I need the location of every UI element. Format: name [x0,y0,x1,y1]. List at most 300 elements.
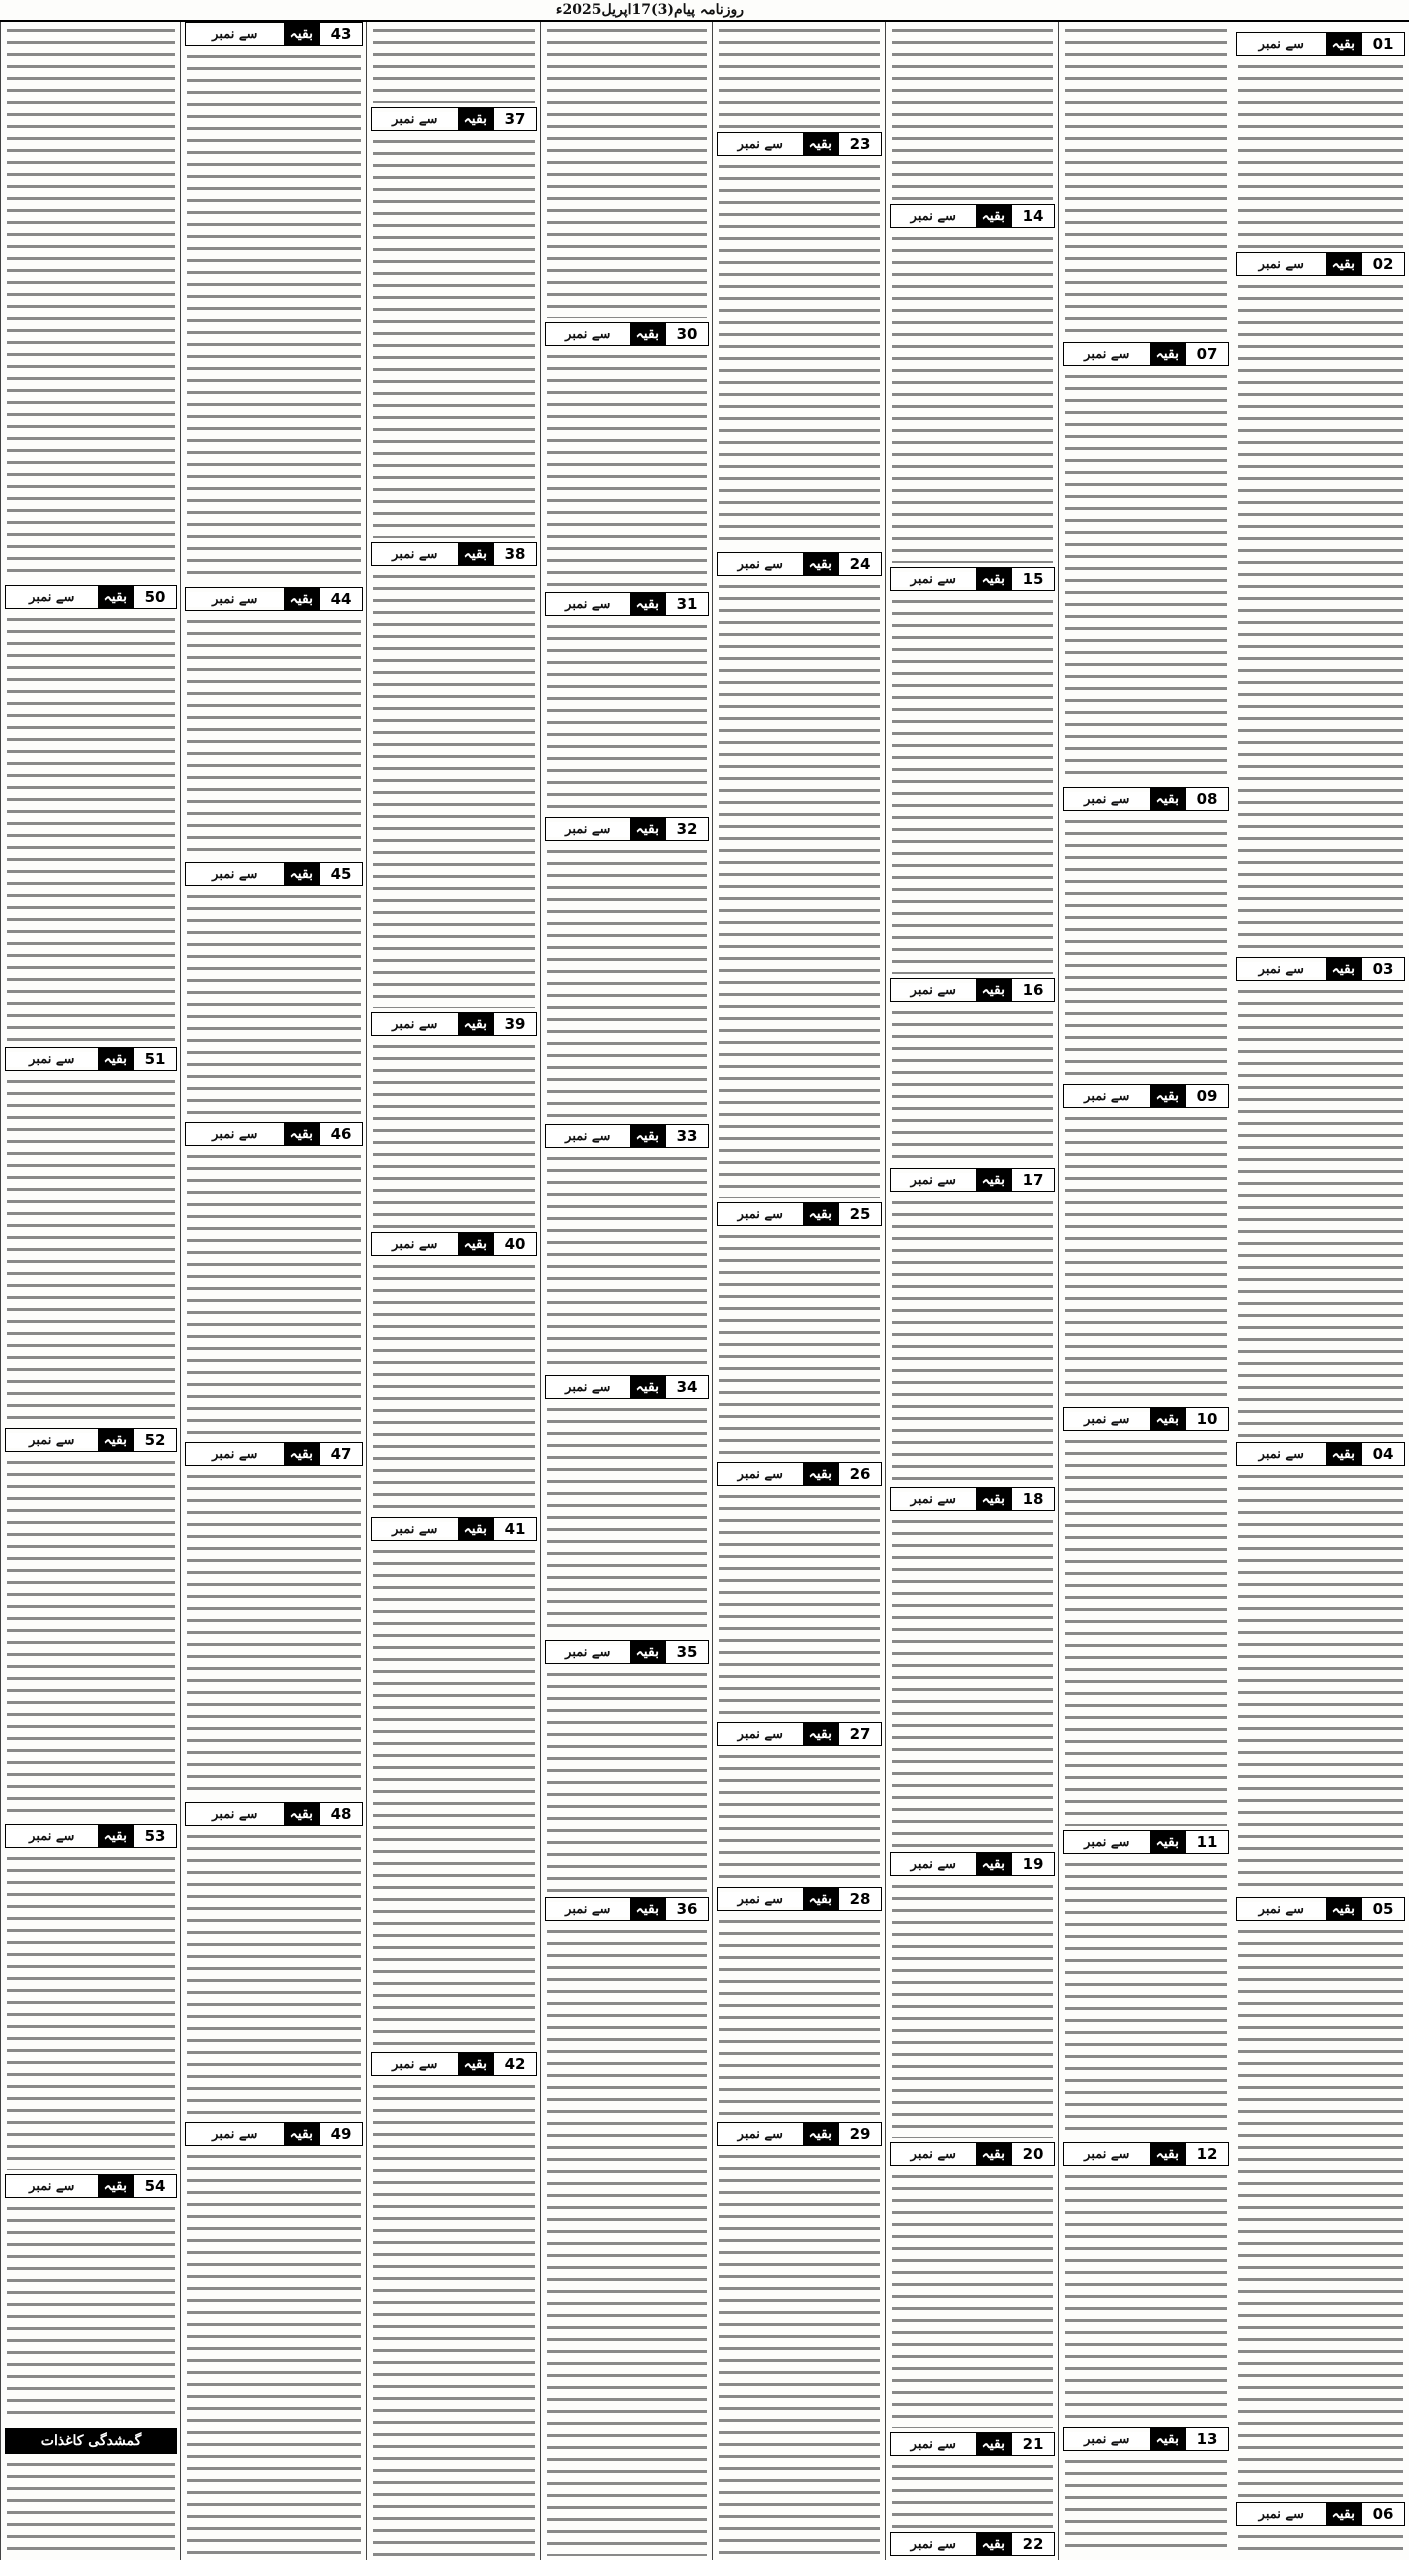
news-column [540,22,713,2560]
baqia-label: بقیہ [284,1123,319,1145]
continuation-tag [890,1487,1055,1511]
sub-label: سے نمبر [1064,1412,1150,1427]
sub-label: سے نمبر [546,822,630,837]
text-lines [187,615,361,858]
continuation-block [181,22,367,587]
text-lines [187,1470,361,1798]
continuation-number: 13 [1185,2428,1228,2450]
continuation-number: 48 [319,1803,362,1825]
baqia-label: بقیہ [98,1429,133,1451]
continuation-block [541,1124,713,1375]
baqia-label: بقیہ [1326,33,1361,55]
continuation-label [372,543,493,565]
continuation-tag [717,1202,882,1226]
continuation-number: 54 [133,2175,176,2197]
article-text [886,22,1059,204]
continuation-label [891,979,1011,1001]
continuation-tag [5,1824,177,1848]
continuation-label [546,1641,665,1663]
sub-label: سے نمبر [718,1727,803,1742]
baqia-label: بقیہ [458,1233,493,1255]
continuation-block [1232,1442,1409,1897]
continuation-block [1,585,181,1047]
text-lines [1238,1925,1403,2498]
baqia-label: بقیہ [1326,958,1361,980]
sub-label: سے نمبر [186,1807,284,1822]
continuation-tag [890,2432,1055,2456]
continuation-block [713,1722,886,1887]
continuation-tag [185,862,363,886]
continuation-number: 41 [493,1518,536,1540]
sub-label: سے نمبر [1064,1835,1150,1850]
continuation-label [891,2143,1011,2165]
sub-label: سے نمبر [891,2147,976,2162]
baqia-label: بقیہ [976,205,1011,227]
text-lines [187,1830,361,2118]
article-text [1059,22,1233,342]
continuation-label [6,1429,133,1451]
continuation-block [367,1232,541,1517]
baqia-label: بقیہ [976,1488,1011,1510]
text-lines [719,1490,880,1718]
continuation-number: 39 [493,1013,536,1035]
continuation-tag [1236,32,1405,56]
baqia-label: بقیہ [98,586,133,608]
baqia-label: بقیہ [976,568,1011,590]
baqia-label: بقیہ [976,2143,1011,2165]
newspaper-header [0,0,1409,22]
sub-label: سے نمبر [891,1857,976,1872]
continuation-label [186,2123,319,2145]
text-lines [1238,985,1403,1438]
continuation-tag [1063,342,1229,366]
continuation-block [886,978,1059,1168]
text-lines [892,1006,1053,1164]
continuation-block [1232,2502,1409,2560]
news-column [885,22,1059,2560]
news-column [712,22,886,2560]
continuation-tag [185,1122,363,1146]
continuation-number: 24 [838,553,881,575]
sub-label: سے نمبر [372,2057,458,2072]
continuation-block [541,592,713,817]
continuation-label [186,863,319,885]
baqia-label: بقیہ [1150,1831,1185,1853]
continuation-block [541,817,713,1124]
text-lines [1065,1435,1227,1826]
baqia-label: بقیہ [1150,788,1185,810]
continuation-tag [1063,787,1229,811]
continuation-tag [717,1462,882,1486]
continuation-block [1232,957,1409,1442]
sub-label: سے نمبر [186,2127,284,2142]
text-lines [7,24,175,581]
continuation-block [541,1640,713,1897]
continuation-tag [545,1375,709,1399]
continuation-label [1237,2503,1361,2525]
text-lines [892,2460,1053,2528]
continuation-number: 32 [665,818,708,840]
continuation-number: 28 [838,1888,881,1910]
sub-label: سے نمبر [546,1902,630,1917]
continuation-label [718,1203,838,1225]
sub-label: سے نمبر [718,2127,803,2142]
sub-label: سے نمبر [546,1129,630,1144]
continuation-tag [890,2532,1055,2556]
text-lines [1065,2170,1227,2423]
continuation-tag [371,2052,537,2076]
baqia-label: بقیہ [976,979,1011,1001]
continuation-tag [717,2122,882,2146]
continuation-number: 52 [133,1429,176,1451]
continuation-tag [717,132,882,156]
continuation-label [891,1488,1011,1510]
sub-label: سے نمبر [1237,1447,1326,1462]
continuation-tag [545,592,709,616]
continuation-block [1059,2142,1233,2427]
continuation-block [367,2052,541,2560]
text-lines [1065,24,1227,338]
continuation-number: 31 [665,593,708,615]
baqia-label: بقیہ [803,1723,838,1745]
continuation-block [181,1802,367,2122]
text-lines [1065,370,1227,783]
baqia-label: بقیہ [284,863,319,885]
continuation-number: 14 [1011,205,1054,227]
continuation-number: 34 [665,1376,708,1398]
sub-label: سے نمبر [1237,962,1326,977]
sub-label: سے نمبر [6,1829,98,1844]
baqia-label: بقیہ [803,1203,838,1225]
baqia-label: بقیہ [1150,2143,1185,2165]
continuation-block [1232,32,1409,252]
text-lines [373,1260,535,1513]
text-lines [373,570,535,1008]
continuation-number: 07 [1185,343,1228,365]
baqia-label: بقیہ [98,1825,133,1847]
baqia-label: بقیہ [630,1898,665,1920]
text-lines [1065,1112,1227,1403]
continuation-label [718,1723,838,1745]
sub-label: سے نمبر [1064,2432,1150,2447]
continuation-label [6,2175,133,2197]
baqia-label: بقیہ [803,2123,838,2145]
text-lines [719,24,880,128]
continuation-label [891,2533,1011,2555]
continuation-number: 30 [665,323,708,345]
continuation-tag [5,1047,177,1071]
continuation-block [713,132,886,552]
continuation-label [372,108,493,130]
sub-label: سے نمبر [372,112,458,127]
continuation-number: 40 [493,1233,536,1255]
continuation-block [1059,1084,1233,1407]
continuation-number: 17 [1011,1169,1054,1191]
continuation-number: 51 [133,1048,176,1070]
sub-label: سے نمبر [891,1492,976,1507]
sub-label: سے نمبر [1064,1089,1150,1104]
baqia-label: بقیہ [1326,1443,1361,1465]
continuation-block [886,1852,1059,2142]
continuation-label [718,1463,838,1485]
sub-label: سے نمبر [186,1447,284,1462]
baqia-label: بقیہ [458,108,493,130]
continuation-block [1,1824,181,2174]
text-lines [1065,1858,1227,2138]
continuation-label [1064,2428,1185,2450]
continuation-label [891,1169,1011,1191]
sub-label: سے نمبر [372,1522,458,1537]
text-lines [719,2150,880,2556]
baqia-label: بقیہ [976,1169,1011,1191]
text-lines [892,1515,1053,1848]
baqia-label: بقیہ [630,323,665,345]
continuation-label [891,2433,1011,2455]
sub-label: سے نمبر [372,1237,458,1252]
continuation-tag [890,978,1055,1002]
continuation-number: 36 [665,1898,708,1920]
continuation-number: 53 [133,1825,176,1847]
sub-label: سے نمبر [6,1433,98,1448]
continuation-tag [545,817,709,841]
text-lines [892,2170,1053,2428]
sub-label: سے نمبر [1064,347,1150,362]
text-lines [187,50,361,583]
continuation-label [6,1825,133,1847]
text-lines [719,1230,880,1458]
continuation-label [1237,1898,1361,1920]
baqia-label: بقیہ [1150,343,1185,365]
text-lines [1238,60,1403,248]
continuation-label [1064,1831,1185,1853]
continuation-block [886,2532,1059,2560]
text-lines [7,1852,175,2170]
continuation-tag [890,1852,1055,1876]
text-lines [373,1040,535,1228]
sub-label: سے نمبر [891,983,976,998]
continuation-tag [890,204,1055,228]
continuation-label [718,133,838,155]
text-lines [547,1403,707,1636]
baqia-label: بقیہ [1150,2428,1185,2450]
continuation-label [718,1888,838,1910]
page-title: روزنامہ پیام(3)17اپریل2025ء [555,2,745,18]
article-text [713,22,886,132]
continuation-block [886,567,1059,978]
sub-label: سے نمبر [891,572,976,587]
continuation-tag [1063,1830,1229,1854]
continuation-label [1237,958,1361,980]
sub-label: سے نمبر [1237,1902,1326,1917]
sub-label: سے نمبر [718,1207,803,1222]
text-lines [547,1668,707,1893]
baqia-label: بقیہ [1150,1085,1185,1107]
continuation-block [181,1122,367,1442]
continuation-tag [890,567,1055,591]
baqia-label: بقیہ [803,1888,838,1910]
news-column [1232,22,1409,2560]
continuation-label [1064,343,1185,365]
continuation-label [718,553,838,575]
continuation-number: 02 [1361,253,1404,275]
text-lines [1065,2455,1227,2556]
text-lines [719,1750,880,1883]
continuation-number: 25 [838,1203,881,1225]
continuation-label [186,1803,319,1825]
continuation-number: 06 [1361,2503,1404,2525]
baqia-label: بقیہ [630,1376,665,1398]
continuation-tag [1063,2427,1229,2451]
continuation-block [367,107,541,542]
baqia-label: بقیہ [284,588,319,610]
continuation-number: 10 [1185,1408,1228,1430]
continuation-tag [1063,1084,1229,1108]
continuation-number: 33 [665,1125,708,1147]
baqia-label: بقیہ [284,1803,319,1825]
continuation-block [181,2122,367,2560]
continuation-tag [185,587,363,611]
continuation-number: 18 [1011,1488,1054,1510]
continuation-number: 42 [493,2053,536,2075]
continuation-block [541,1375,713,1640]
continuation-label [1064,2143,1185,2165]
continuation-label [186,1443,319,1465]
continuation-tag [185,1442,363,1466]
continuation-number: 03 [1361,958,1404,980]
continuation-page [0,22,1409,2560]
continuation-number: 44 [319,588,362,610]
continuation-tag [1236,957,1405,981]
text-lines [547,1152,707,1371]
continuation-tag [1063,1407,1229,1431]
text-lines [1238,1470,1403,1893]
continuation-block [713,552,886,1202]
sub-label: سے نمبر [546,1380,630,1395]
continuation-block [1,1428,181,1824]
continuation-block [886,2142,1059,2432]
text-lines [547,350,707,588]
lost-documents-heading: گمشدگی کاغذات [5,2428,177,2454]
continuation-number: 45 [319,863,362,885]
continuation-number: 16 [1011,979,1054,1001]
continuation-block [713,1887,886,2122]
text-lines [7,2458,175,2556]
continuation-label [1064,1408,1185,1430]
text-lines [1238,2530,1403,2556]
baqia-label: بقیہ [630,818,665,840]
continuation-block [367,1012,541,1232]
baqia-label: بقیہ [630,1641,665,1663]
news-column [366,22,541,2560]
continuation-tag [717,1887,882,1911]
continuation-block [886,204,1059,567]
continuation-label [546,593,665,615]
continuation-number: 23 [838,133,881,155]
continuation-label [891,205,1011,227]
text-lines [892,595,1053,974]
continuation-number: 01 [1361,33,1404,55]
baqia-label: بقیہ [98,1048,133,1070]
sub-label: سے نمبر [1237,37,1326,52]
continuation-number: 38 [493,543,536,565]
text-lines [719,580,880,1198]
continuation-label [1064,788,1185,810]
continuation-tag [371,107,537,131]
text-lines [187,1150,361,1438]
continuation-block [713,1462,886,1722]
baqia-label: بقیہ [458,1518,493,1540]
sub-label: سے نمبر [546,597,630,612]
continuation-label [1237,253,1361,275]
continuation-number: 05 [1361,1898,1404,1920]
continuation-tag [371,1012,537,1036]
sub-label: سے نمبر [718,1467,803,1482]
text-lines [719,160,880,548]
continuation-tag [545,1640,709,1664]
text-lines [7,1456,175,1820]
sub-label: سے نمبر [1237,2507,1326,2522]
baqia-label: بقیہ [630,593,665,615]
continuation-block [886,2432,1059,2532]
text-lines [187,2150,361,2556]
continuation-label [546,1898,665,1920]
continuation-block [367,542,541,1012]
continuation-block [181,862,367,1122]
continuation-label [1064,1085,1185,1107]
sub-label: سے نمبر [1064,792,1150,807]
continuation-number: 35 [665,1641,708,1663]
text-lines [892,1196,1053,1483]
text-lines [187,890,361,1118]
text-lines [7,2202,175,2418]
continuation-block [1059,2427,1233,2560]
continuation-number: 08 [1185,788,1228,810]
sub-label: سے نمبر [891,2437,976,2452]
continuation-tag [1236,1442,1405,1466]
continuation-label [186,23,319,45]
continuation-number: 15 [1011,568,1054,590]
continuation-number: 22 [1011,2533,1054,2555]
text-lines [1065,815,1227,1080]
text-lines [892,1880,1053,2138]
continuation-tag [185,2122,363,2146]
article-text [541,22,713,322]
sub-label: سے نمبر [372,1017,458,1032]
continuation-label [891,1853,1011,1875]
continuation-label [186,1123,319,1145]
text-lines [7,613,175,1043]
continuation-label [1237,1443,1361,1465]
continuation-number: 46 [319,1123,362,1145]
baqia-label: بقیہ [284,23,319,45]
sub-label: سے نمبر [891,2537,976,2552]
continuation-number: 11 [1185,1831,1228,1853]
baqia-label: بقیہ [1326,2503,1361,2525]
continuation-block [1059,787,1233,1084]
continuation-tag [5,2174,177,2198]
continuation-block [1,1047,181,1428]
continuation-tag [185,22,363,46]
sub-label: سے نمبر [1237,257,1326,272]
continuation-label [372,2053,493,2075]
continuation-tag [545,322,709,346]
sub-label: سے نمبر [6,2179,98,2194]
continuation-number: 20 [1011,2143,1054,2165]
baqia-label: بقیہ [976,1853,1011,1875]
continuation-number: 29 [838,2123,881,2145]
baqia-label: بقیہ [803,1463,838,1485]
continuation-block [886,1168,1059,1487]
